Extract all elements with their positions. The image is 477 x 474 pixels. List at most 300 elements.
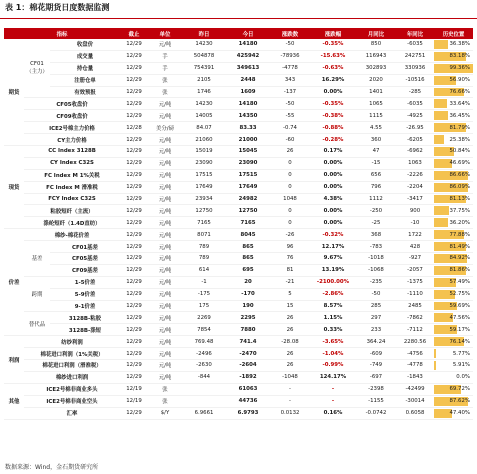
yoy-cell: 1063 [396,157,434,169]
history-position-cell [434,39,473,50]
today-cell: 865 [226,241,270,253]
history-position-value: 0.0% [456,374,470,381]
indicator-name: ICE2号棉非商业多头 [24,383,120,395]
table-row [4,395,473,407]
indicator-name: 3128B-粘胶 [50,312,120,324]
table-row [4,193,473,205]
unit-cell: 元/吨 [148,276,182,288]
history-position-value: 87.62% [449,398,470,405]
today-cell: 6.9793 [226,407,270,419]
history-position-bar [434,99,447,108]
date-cell: 12/29 [120,110,148,122]
category-cell: 其他 [4,383,24,419]
unit-cell: 张 [148,74,182,86]
change-cell: 0 [270,205,310,217]
mom-cell: 1112 [356,193,396,205]
change-pct-cell: -0.35% [310,39,356,50]
change-pct-cell: -3.65% [310,336,356,348]
table-row [4,217,473,229]
indicator-name: 收盘价 [50,39,120,50]
unit-cell: 元/吨 [148,146,182,158]
history-position-value: 47.40% [449,410,470,417]
indicator-name: 1-5价差 [50,276,120,288]
yoy-cell: -30014 [396,395,434,407]
history-position-cell [434,157,473,169]
today-cell: 44736 [226,395,270,407]
history-position-value: 84.92% [449,255,470,262]
yesterday-cell: 14230 [182,98,226,110]
history-position-cell [434,253,473,265]
yoy-cell: -4778 [396,360,434,372]
yesterday-cell: 754391 [182,62,226,74]
date-cell: 12/29 [120,39,148,50]
yesterday-cell: -175 [182,288,226,300]
table-row [4,134,473,146]
history-position-cell [434,146,473,158]
yesterday-cell: 15019 [182,146,226,158]
today-cell: 349613 [226,62,270,74]
change-pct-cell: -0.38% [310,110,356,122]
indicator-name: CC Index 3128B [24,146,120,158]
change-cell: -28.08 [270,336,310,348]
table-row [4,181,473,193]
change-pct-cell: -15.63% [310,50,356,62]
date-cell: 12/29 [120,157,148,169]
unit-cell: 元/吨 [148,205,182,217]
history-position-cell [434,407,473,419]
history-position-cell [434,134,473,146]
unit-cell: 张 [148,395,182,407]
yesterday-cell: 14230 [182,39,226,50]
mom-cell: 233 [356,324,396,336]
today-cell: 695 [226,264,270,276]
history-position-value: 76.14% [449,338,470,345]
yesterday-cell: 17515 [182,169,226,181]
history-position-cell [434,62,473,74]
today-cell: 14180 [226,98,270,110]
group-cell: CF01 （主力） [24,39,50,98]
table-row [4,360,473,372]
header-yesterday: 昨日 [182,28,226,39]
date-cell: 12/29 [120,348,148,360]
source-note: 数据来源：Wind，金石期货研究所 [5,464,99,471]
history-position-value: 50.84% [449,148,470,155]
unit-cell: 张 [148,86,182,98]
date-cell: 12/29 [120,134,148,146]
yesterday-cell: 84.07 [182,122,226,134]
indicator-name: 棉纱进口利润 [24,371,120,383]
today-cell: -170 [226,288,270,300]
table-row [4,348,473,360]
history-position-bar [434,40,448,49]
change-pct-cell: 0.16% [310,407,356,419]
table-row [4,205,473,217]
mom-cell: 364.24 [356,336,396,348]
indicator-name: CF09收盘价 [24,110,120,122]
history-position-cell [434,383,473,395]
change-pct-cell: 0.00% [310,169,356,181]
yoy-cell: -285 [396,86,434,98]
indicator-name: 棉花进口利润（1%关税） [24,348,120,360]
unit-cell: 元/吨 [148,312,182,324]
unit-cell: 张 [148,383,182,395]
change-cell: -1048 [270,371,310,383]
unit-cell: 元/吨 [148,157,182,169]
history-position-value: 25.38% [449,136,470,143]
header-yoy: 年同比 [396,28,434,39]
yesterday-cell: -2630 [182,360,226,372]
change-pct-cell: 124.17% [310,371,356,383]
today-cell: 12750 [226,205,270,217]
yoy-cell: -26.95 [396,122,434,134]
change-cell: -21 [270,276,310,288]
history-position-value: 76.66% [449,89,470,95]
change-pct-cell: - [310,383,356,395]
table-row [4,336,473,348]
change-pct-cell: 0.00% [310,205,356,217]
change-pct-cell: 12.17% [310,241,356,253]
yoy-cell: 330936 [396,62,434,74]
table-row [4,324,473,336]
indicator-name: 3128B-涤短 [50,324,120,336]
yesterday-cell: 2105 [182,74,226,86]
today-cell: 190 [226,300,270,312]
indicator-name: CF05基差 [50,253,120,265]
indicator-name: 涤纶短纤（1.4D直纺） [24,217,120,229]
yesterday-cell: 789 [182,241,226,253]
history-position-value: 99.36% [449,65,470,72]
indicator-name: 持仓量 [50,62,120,74]
history-position-cell [434,110,473,122]
unit-cell: 元/吨 [148,217,182,229]
yoy-cell: -1110 [396,288,434,300]
date-cell: 12/19 [120,383,148,395]
history-position-cell [434,371,473,383]
change-pct-cell: 1.15% [310,312,356,324]
change-pct-cell: 9.67% [310,253,356,265]
mom-cell: -609 [356,348,396,360]
today-cell: 14180 [226,39,270,50]
change-cell: 96 [270,241,310,253]
date-cell: 12/29 [120,276,148,288]
indicator-name: CF09基差 [50,264,120,276]
date-cell: 12/29 [120,146,148,158]
unit-cell: 元/吨 [148,371,182,383]
indicator-name: 棉花进口利润（滑准税） [24,360,120,372]
change-cell: - [270,395,310,407]
yoy-cell: 900 [396,205,434,217]
change-cell: -50 [270,98,310,110]
yesterday-cell: 12750 [182,205,226,217]
change-cell: 1048 [270,193,310,205]
unit-cell: 元/吨 [148,169,182,181]
date-cell: 12/28 [120,122,148,134]
change-pct-cell: 13.19% [310,264,356,276]
change-pct-cell: -0.88% [310,122,356,134]
change-pct-cell: 0.00% [310,181,356,193]
mom-cell: -0.0742 [356,407,396,419]
yoy-cell: -7112 [396,324,434,336]
today-cell: 8045 [226,229,270,241]
indicator-name: FCY Index C32S [24,193,120,205]
yoy-cell: -2204 [396,181,434,193]
header-indicator: 指标 [4,28,120,39]
today-cell: 7165 [226,217,270,229]
history-position-value: 81.79% [449,124,470,131]
mom-cell: -250 [356,205,396,217]
yoy-cell: 0.6058 [396,407,434,419]
change-cell: -55 [270,110,310,122]
table-row [4,146,473,158]
date-cell: 12/19 [120,395,148,407]
unit-cell: 元/吨 [148,336,182,348]
change-cell: 0 [270,181,310,193]
change-cell: -60 [270,134,310,146]
change-pct-cell: 0.00% [310,157,356,169]
yoy-cell: 2485 [396,300,434,312]
table-row [4,253,473,265]
change-cell: 0 [270,169,310,181]
change-pct-cell: -0.32% [310,229,356,241]
mom-cell: 850 [356,39,396,50]
yoy-cell: -1375 [396,276,434,288]
yoy-cell: -7862 [396,312,434,324]
category-cell: 期货 [4,39,24,146]
indicator-name: CF05收盘价 [24,98,120,110]
indicator-name: CY主力价格 [24,134,120,146]
unit-cell: 元/吨 [148,181,182,193]
mom-cell: 656 [356,169,396,181]
history-position-bar [434,111,448,120]
yoy-cell: -42499 [396,383,434,395]
today-cell: -1892 [226,371,270,383]
mom-cell: -783 [356,241,396,253]
indicator-name: 注册仓单 [50,74,120,86]
category-cell: 现货 [4,146,24,229]
history-position-cell [434,193,473,205]
table-row [4,288,473,300]
date-cell: 12/29 [120,300,148,312]
mom-cell: -50 [356,288,396,300]
indicator-name: FC Index M 1%关税 [24,169,120,181]
table-row [4,229,473,241]
indicator-name: 纺纱利润 [24,336,120,348]
mom-cell: -25 [356,217,396,229]
unit-cell: 手 [148,50,182,62]
change-pct-cell: 16.29% [310,74,356,86]
table-row [4,300,473,312]
yesterday-cell: 1746 [182,86,226,98]
history-position-cell [434,217,473,229]
category-cell: 价差 [4,229,24,336]
yesterday-cell: 175 [182,300,226,312]
history-position-value: 37.75% [449,207,470,214]
today-cell: 17515 [226,169,270,181]
today-cell: -2470 [226,348,270,360]
history-position-value: 81.49% [449,243,470,250]
history-position-bar [434,218,448,227]
yoy-cell: 1722 [396,229,434,241]
change-cell: 5 [270,288,310,300]
yesterday-cell: 614 [182,264,226,276]
table-row [4,383,473,395]
date-cell: 12/29 [120,217,148,229]
today-cell: 741.4 [226,336,270,348]
mom-cell: -749 [356,360,396,372]
group-cell: 替代品 [24,312,50,336]
yoy-cell: 428 [396,241,434,253]
unit-cell: 元/吨 [148,300,182,312]
table-row [4,74,473,86]
yoy-cell: -1843 [396,371,434,383]
mom-cell: 796 [356,181,396,193]
history-position-cell [434,86,473,98]
history-position-value: 56.90% [449,77,470,84]
indicator-name: 5-9价差 [50,288,120,300]
change-cell: -78936 [270,50,310,62]
mom-cell: -697 [356,371,396,383]
history-position-bar [434,135,444,144]
yesterday-cell: 7854 [182,324,226,336]
history-position-value: 83.18% [449,53,470,60]
history-position-cell [434,74,473,86]
history-position-cell [434,122,473,134]
unit-cell: 元/吨 [148,264,182,276]
table-title: 表 1：棉花期货日度数据监测 [5,3,110,12]
change-pct-cell: 0.17% [310,146,356,158]
change-pct-cell: -0.99% [310,360,356,372]
header-row [4,28,473,39]
change-cell: 0 [270,157,310,169]
today-cell: 425942 [226,50,270,62]
header-today: 今日 [226,28,270,39]
unit-cell: $/Y [148,407,182,419]
change-cell: 76 [270,253,310,265]
change-cell: 26 [270,360,310,372]
indicator-name: 粘胶短纤（主流） [24,205,120,217]
change-cell: -50 [270,39,310,50]
table-row [4,39,473,50]
history-position-value: 59.69% [449,303,470,310]
date-cell: 12/29 [120,288,148,300]
change-cell: 343 [270,74,310,86]
yesterday-cell: -2496 [182,348,226,360]
history-position-bar [434,206,449,215]
change-cell: 0 [270,217,310,229]
date-cell: 12/29 [120,62,148,74]
mom-cell: 1065 [356,98,396,110]
category-cell: 利润 [4,336,24,384]
today-cell: 14350 [226,110,270,122]
yesterday-cell: 769.48 [182,336,226,348]
header-mom: 月同比 [356,28,396,39]
change-cell: -4778 [270,62,310,74]
indicator-name: 汇率 [24,407,120,419]
change-pct-cell: 4.38% [310,193,356,205]
yoy-cell: -2057 [396,264,434,276]
today-cell: 865 [226,253,270,265]
history-position-value: 47.56% [449,314,470,321]
change-cell: 26 [270,348,310,360]
change-cell: -137 [270,86,310,98]
yoy-cell: 2280.56 [396,336,434,348]
change-pct-cell: -0.63% [310,62,356,74]
indicator-name: FC Index M 滑准税 [24,181,120,193]
history-position-value: 69.72% [449,386,470,393]
group-cell: 跨期 [24,276,50,312]
date-cell: 12/29 [120,371,148,383]
change-pct-cell: 0.00% [310,86,356,98]
header-change-pct: 涨跌幅 [310,28,356,39]
mom-cell: 2020 [356,74,396,86]
history-position-value: 57.49% [449,279,470,286]
unit-cell: 元/吨 [148,253,182,265]
unit-cell: 元/吨 [148,39,182,50]
yesterday-cell: 17649 [182,181,226,193]
today-cell: 15045 [226,146,270,158]
table-row [4,276,473,288]
yesterday-cell: 23934 [182,193,226,205]
mom-cell: -1068 [356,264,396,276]
date-cell: 12/29 [120,169,148,181]
history-position-value: 59.17% [449,326,470,333]
table-row [4,264,473,276]
date-cell: 12/29 [120,74,148,86]
mom-cell: 47 [356,146,396,158]
change-pct-cell: -1.04% [310,348,356,360]
indicator-name: 有效预报 [50,86,120,98]
date-cell: 12/29 [120,193,148,205]
change-cell: -0.74 [270,122,310,134]
change-pct-cell: - [310,395,356,407]
table-row [4,122,473,134]
history-position-bar [434,361,436,370]
yesterday-cell [182,383,226,395]
date-cell: 12/29 [120,50,148,62]
yesterday-cell: -1 [182,276,226,288]
date-cell: 12/29 [120,407,148,419]
unit-cell: 元/吨 [148,98,182,110]
change-cell: -26 [270,229,310,241]
today-cell: 83.33 [226,122,270,134]
date-cell: 12/29 [120,360,148,372]
mom-cell: -1018 [356,253,396,265]
group-cell: 基差 [24,241,50,277]
yesterday-cell: 504878 [182,50,226,62]
history-position-value: 81.86% [449,267,470,274]
indicator-name: ICE2号棉主力价格 [24,122,120,134]
table-row [4,98,473,110]
mom-cell: 297 [356,312,396,324]
table-row [4,312,473,324]
yoy-cell: -10 [396,217,434,229]
yoy-cell: 242751 [396,50,434,62]
history-position-cell [434,205,473,217]
change-pct-cell: -2.86% [310,288,356,300]
indicator-name: 棉纱-棉花价差 [24,229,120,241]
indicator-name: ICE2号棉非商业空头 [24,395,120,407]
mom-cell: -2398 [356,383,396,395]
history-position-value: 5.91% [452,362,470,369]
history-position-value: 5.77% [452,350,470,357]
indicator-name: 成交量 [50,50,120,62]
change-pct-cell: 0.00% [310,217,356,229]
mom-cell: 302893 [356,62,396,74]
mom-cell: -235 [356,276,396,288]
history-position-cell [434,229,473,241]
history-position-cell [434,264,473,276]
mom-cell: -1155 [356,395,396,407]
